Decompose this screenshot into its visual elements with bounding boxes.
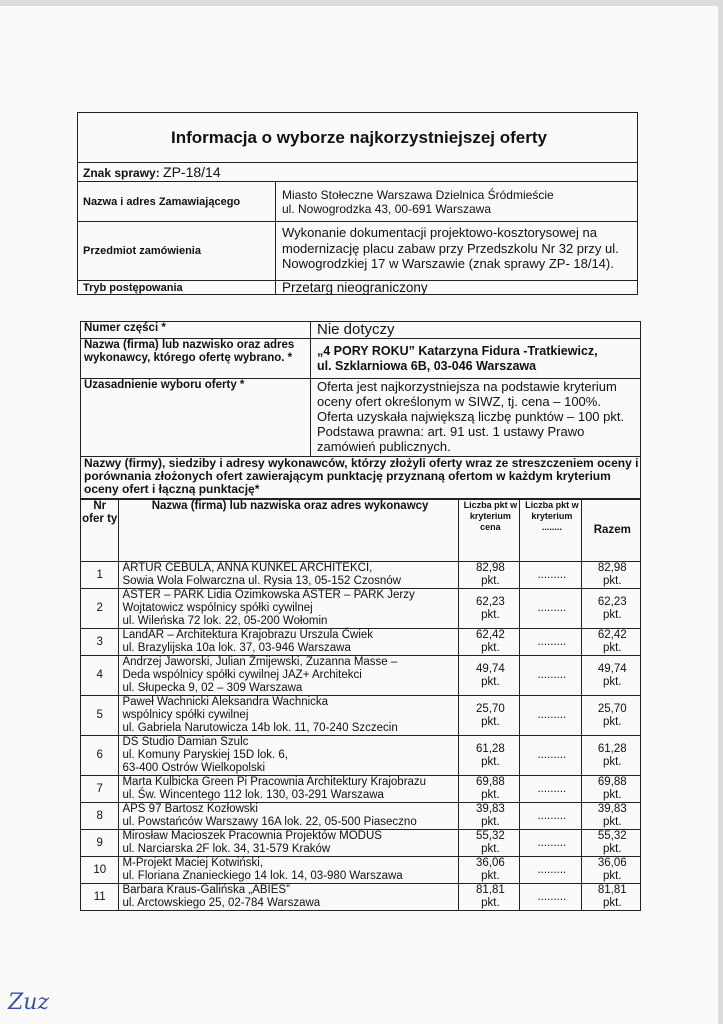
bidder-line: ul. Powstańców Warszawy 16A lok. 22, 05-500 Piaseczno [122, 816, 417, 828]
bidder-name [119, 562, 458, 589]
selection-table [80, 321, 641, 499]
score-unit: pkt. [481, 789, 500, 801]
criterion2-score: ......... [520, 696, 581, 736]
score-unit: pkt. [481, 816, 500, 828]
total-unit: pkt. [603, 870, 622, 882]
winner-label: Nazwa (firma) lub nazwisko oraz adres wykonawcy, którego ofertę wybrano. * [81, 339, 311, 379]
score-value: 49,74 [476, 662, 505, 675]
buyer-value [276, 182, 638, 222]
bidder-name [119, 589, 458, 629]
bidder-line: DS Studio Damian Szulc [122, 736, 249, 748]
bidders-rows [81, 562, 641, 911]
criterion1-score [458, 656, 519, 696]
total-unit: pkt. [603, 843, 622, 855]
criterion2-score: ......... [520, 776, 581, 803]
row-number: 9 [81, 830, 119, 857]
case-number-row [78, 163, 638, 182]
bidder-name [119, 803, 458, 830]
case-label: Znak sprawy: [83, 166, 160, 180]
total-unit: pkt. [603, 575, 622, 587]
bidder-line: Deda wspólnicy spółki cywilnej JAZ+ Architekci [122, 669, 362, 681]
winner-line: ul. Szklarniowa 6B, 03-046 Warszawa [317, 358, 537, 373]
criterion2-score: ......... [520, 830, 581, 857]
bidder-line: ASTER – PARK Lidia Ozimkowska ASTER – PARK Jerzy [122, 589, 415, 601]
criterion2-score: ......... [520, 562, 581, 589]
bidder-line: Wojtatowicz wspólnicy spółki cywilnej [122, 602, 313, 614]
row-number: 11 [81, 884, 119, 911]
total-score [581, 884, 640, 911]
mode-value: Przetarg nieograniczony [276, 281, 638, 295]
total-unit: pkt. [603, 789, 622, 801]
total-value: 49,74 [597, 662, 627, 675]
table-row [81, 776, 641, 803]
subject-value: Wykonanie dokumentacji projektowo-kosztorysowej na modernizację placu zabaw przy Przedszkolu Nr 32 przy ul. Nowogrodzkiej 17 w Warszawie (znak sprawy ZP- 18/14). [276, 222, 638, 281]
criterion2-score: ......... [520, 736, 581, 776]
criterion1-score [458, 589, 519, 629]
bidder-line: wspólnicy spółki cywilnej [122, 709, 249, 721]
score-unit: pkt. [481, 575, 500, 587]
criterion2-score: ......... [520, 629, 581, 656]
total-score [581, 736, 640, 776]
row-number: 2 [81, 589, 119, 629]
bidder-line: ul. Arctowskiego 25, 02-784 Warszawa [122, 897, 321, 909]
bidder-name [119, 696, 458, 736]
total-value: 61,28 [597, 742, 627, 755]
table-row [81, 629, 641, 656]
table-row [81, 589, 641, 629]
total-value: 82,98 [597, 562, 627, 574]
buyer-label: Nazwa i adres Zamawiającego [78, 182, 276, 222]
col-criterion1-header: Liczba pkt w kryterium cena [458, 500, 519, 562]
total-score [581, 696, 640, 736]
bidder-name [119, 830, 458, 857]
page-title: Informacja o wyborze najkorzystniejszej oferty [78, 113, 638, 163]
bidder-line: ul. Komuny Paryskiej 15D lok. 6, [122, 749, 289, 761]
score-value: 82,98 [476, 562, 505, 574]
score-value: 36,06 [476, 857, 505, 869]
total-unit: pkt. [603, 816, 622, 828]
total-score [581, 656, 640, 696]
criterion1-score [458, 884, 519, 911]
bidder-line: APS 97 Bartosz Kozłowski [122, 803, 258, 815]
score-value: 25,70 [476, 702, 505, 715]
row-number: 1 [81, 562, 119, 589]
total-unit: pkt. [603, 755, 622, 768]
col-criterion2-header: Liczba pkt w kryterium ........ [520, 500, 581, 562]
total-score [581, 629, 640, 656]
table-row [81, 696, 641, 736]
bidders-table [80, 499, 641, 911]
bidder-line: Mirosław Macioszek Pracownia Projektów MODUS [122, 830, 382, 842]
score-value: 62,23 [476, 595, 505, 608]
score-unit: pkt. [481, 897, 500, 909]
case-value: ZP-18/14 [163, 164, 221, 180]
bidder-line: ARTUR CEBULA, ANNA KUNKEL ARCHITEKCI, [122, 562, 373, 574]
score-value: 69,88 [476, 776, 505, 788]
subject-label: Przedmiot zamówienia [78, 222, 276, 281]
bidder-line: ul. Wileńska 72 lok. 22, 05-200 Wołomin [122, 615, 328, 627]
criterion2-score: ......... [520, 884, 581, 911]
total-score [581, 589, 640, 629]
total-unit: pkt. [603, 897, 622, 909]
score-unit: pkt. [481, 608, 500, 621]
score-value: 39,83 [476, 803, 505, 815]
bidders-header: Nazwy (firmy), siedziby i adresy wykonawców, którzy złożyli oferty wraz ze streszczeniem oceny i porównania złożonych ofert zawierającym punktację przyznaną ofertom w każdym kryterium oceny ofert i łączną punktację* [81, 457, 641, 499]
table-row [81, 803, 641, 830]
score-value: 61,28 [476, 742, 505, 755]
bidder-name [119, 776, 458, 803]
total-score [581, 830, 640, 857]
total-unit: pkt. [603, 608, 622, 621]
bidder-line: ul. Słupecka 9, 02 – 309 Warszawa [122, 682, 303, 694]
total-value: 62,42 [597, 629, 627, 641]
criterion2-score: ......... [520, 803, 581, 830]
bidder-line: LandAR – Architektura Krajobrazu Urszula Ćwiek [122, 629, 374, 641]
bidder-line: ul. Brazylijska 10a lok. 37, 03-946 Warszawa [122, 642, 351, 654]
row-number: 7 [81, 776, 119, 803]
score-unit: pkt. [481, 755, 500, 768]
score-unit: pkt. [481, 843, 500, 855]
buyer-line: Miasto Stołeczne Warszawa Dzielnica Śródmieście [282, 187, 554, 202]
row-number: 6 [81, 736, 119, 776]
score-value: 55,32 [476, 830, 505, 842]
bidder-line: ul. Św. Wincentego 112 lok. 130, 03-291 Warszawa [122, 789, 384, 801]
table-row [81, 562, 641, 589]
header-table [77, 112, 638, 295]
bidder-line: Andrzej Jaworski, Julian Żmijewski, Zuzanna Masse – [122, 656, 398, 668]
bidder-line: Marta Kulbicka Green Pi Pracownia Architektury Krajobrazu [122, 776, 427, 788]
score-value: 81,81 [476, 884, 505, 896]
total-value: 62,23 [597, 595, 627, 608]
criterion1-score [458, 857, 519, 884]
row-number: 8 [81, 803, 119, 830]
total-score [581, 776, 640, 803]
total-value: 36,06 [597, 857, 627, 869]
criterion2-score: ......... [520, 589, 581, 629]
score-unit: pkt. [481, 715, 500, 728]
total-value: 55,32 [597, 830, 627, 842]
total-score [581, 803, 640, 830]
mode-label: Tryb postępowania [78, 281, 276, 295]
row-number: 3 [81, 629, 119, 656]
score-unit: pkt. [481, 870, 500, 882]
handwritten-signature: Zuz [8, 990, 50, 1015]
row-number: 4 [81, 656, 119, 696]
total-unit: pkt. [603, 715, 622, 728]
total-score [581, 857, 640, 884]
bidder-name [119, 736, 458, 776]
score-unit: pkt. [481, 642, 500, 654]
criterion1-score [458, 830, 519, 857]
justification-value: Oferta jest najkorzystniejsza na podstawie kryterium oceny ofert określonym w SIWZ, tj. cena – 100%. Oferta uzyskała największą liczbę punktów – 100 pkt. Podstawa prawna: art. 91 ust. 1 ustawy Prawo zamówień publicznych. [311, 379, 641, 457]
total-unit: pkt. [603, 642, 622, 654]
criterion1-score [458, 736, 519, 776]
bidder-line: ul. Narciarska 2F lok. 34, 31-579 Kraków [122, 843, 331, 855]
col-name-header: Nazwa (firma) lub nazwiska oraz adres wykonawcy [119, 500, 458, 562]
criterion1-score [458, 629, 519, 656]
table-row [81, 857, 641, 884]
total-value: 81,81 [597, 884, 627, 896]
criterion1-score [458, 696, 519, 736]
part-value: Nie dotyczy [311, 322, 641, 339]
row-number: 5 [81, 696, 119, 736]
winner-value [311, 339, 641, 379]
total-value: 25,70 [597, 702, 627, 715]
bidder-name [119, 857, 458, 884]
total-value: 39,83 [597, 803, 627, 815]
bidder-line: Barbara Kraus-Galińska „ABIES” [122, 884, 290, 896]
table-row [81, 656, 641, 696]
winner-line: „4 PORY ROKU” Katarzyna Fidura -Tratkiewicz, [317, 343, 598, 358]
bidder-name [119, 629, 458, 656]
bidder-name [119, 656, 458, 696]
criterion2-score: ......... [520, 656, 581, 696]
row-number: 10 [81, 857, 119, 884]
table-row [81, 736, 641, 776]
score-unit: pkt. [481, 675, 500, 688]
part-label: Numer części * [81, 322, 311, 339]
total-score [581, 562, 640, 589]
bidder-line: ul. Floriana Znanieckiego 14 lok. 14, 03-980 Warszawa [122, 870, 403, 882]
criterion2-score: ......... [520, 857, 581, 884]
bidder-line: ul. Gabriela Narutowicza 14b lok. 11, 70-240 Szczecin [122, 722, 398, 734]
criterion1-score [458, 803, 519, 830]
score-value: 62,42 [476, 629, 505, 641]
total-value: 69,88 [597, 776, 627, 788]
table-row [81, 884, 641, 911]
buyer-line: ul. Nowogrodzka 43, 00-691 Warszawa [282, 201, 491, 216]
bidder-line: Paweł Wachnicki Aleksandra Wachnicka [122, 696, 329, 708]
col-total-header: Razem [581, 500, 640, 562]
total-unit: pkt. [603, 675, 622, 688]
bidder-line: 63-400 Ostrów Wielkopolski [122, 762, 265, 774]
criterion1-score [458, 562, 519, 589]
criterion1-score [458, 776, 519, 803]
table-row [81, 830, 641, 857]
bidder-name [119, 884, 458, 911]
col-nr-header: Nr ofer ty [81, 500, 119, 562]
bidder-line: M-Projekt Maciej Kotwiński, [122, 857, 264, 869]
justification-label: Uzasadnienie wyboru oferty * [81, 379, 311, 457]
bidder-line: Sowia Wola Folwarczna ul. Rysia 13, 05-152 Czosnów [122, 575, 401, 587]
